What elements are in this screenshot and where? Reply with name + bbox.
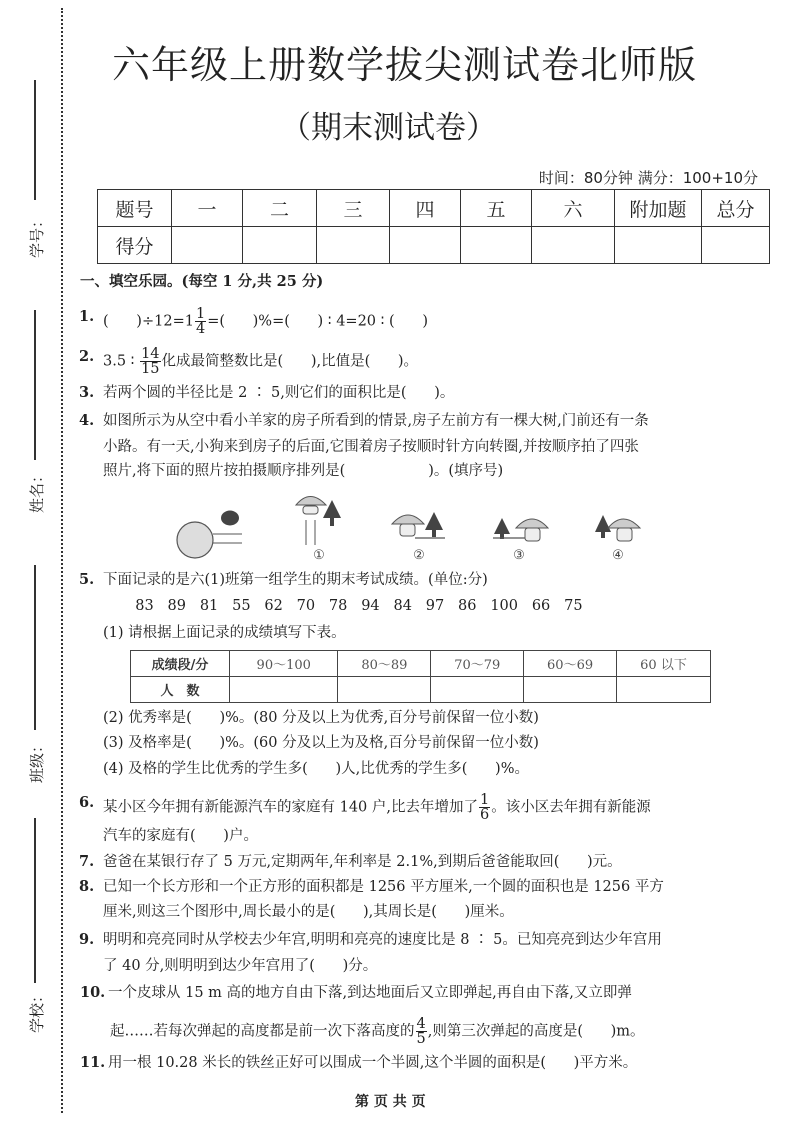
denominator: 15 [141,361,160,377]
question-text: (1) 请根据上面记录的成绩填写下表。 [103,625,346,641]
grade-count-cell[interactable] [431,677,524,703]
score-cell[interactable] [172,227,243,264]
score-header-cell: 二 [243,190,317,227]
score-cell[interactable] [532,227,615,264]
question-text: 了 40 分,则明明到达少年宫用了( )分。 [103,958,378,974]
score-cell[interactable] [243,227,317,264]
question-line [79,411,649,431]
score-row-label: 得分 [98,227,172,264]
score-header-cell: 一 [172,190,243,227]
page-subtitle: （期末测试卷） [280,110,497,146]
score-header-cell: 附加题 [615,190,702,227]
photo-4 [595,515,640,563]
question-text: 下面记录的是六(1)班第一组学生的期末考试成绩。(单位:分) [103,572,488,588]
field-line[interactable] [34,565,36,730]
grade-count-cell[interactable] [338,677,431,703]
numerator: 1 [195,306,206,322]
question-line [80,983,632,1003]
denominator: 6 [480,807,490,823]
score-cell[interactable] [702,227,770,264]
field-line[interactable] [34,818,36,983]
photo-label: ② [413,548,425,563]
question-text: 起……若每次弹起的高度都是前一次下落高度的 [110,1023,415,1040]
question-text: 83 89 81 55 62 70 78 94 84 97 86 100 66 75 [103,598,583,614]
question-line [103,902,514,922]
question-text: 厘米,则这三个图形中,周长最小的是( ),其周长是( )厘米。 [103,904,514,920]
question-text: 照片,将下面的照片按拍摄顺序排列是( )。(填序号) [103,463,504,479]
grade-count-cell[interactable] [617,677,711,703]
question-line [103,759,529,779]
grade-range-cell: 60 以下 [617,651,711,677]
score-table [97,189,770,264]
question-number: 6. [79,794,95,811]
field-line[interactable] [34,310,36,460]
grade-range-cell: 70～79 [431,651,524,677]
score-header-cell: 六 [532,190,615,227]
score-cell[interactable] [615,227,702,264]
question-text: 某小区今年拥有新能源汽车的家庭有 140 户,比去年增加了 [103,799,479,816]
question-text: (3) 及格率是( )%。(60 分及以上为及格,百分号前保留一位小数) [103,735,539,751]
question-text: 。该小区去年拥有新能源 [491,799,651,816]
question-line [79,346,419,377]
grade-range-cell: 90～100 [230,651,338,677]
question-text: 用一根 10.28 米长的铁丝正好可以围成一个半圆,这个半圆的面积是( )平方米。 [108,1055,638,1071]
question-number: 4. [79,412,95,429]
question-line [103,956,377,976]
grade-row-label: 人 数 [131,677,230,703]
fraction [416,1017,427,1046]
question-line [79,792,651,823]
score-header-cell: 三 [317,190,390,227]
question-number: 1. [79,308,95,325]
grade-range-cell: 60～69 [524,651,617,677]
top-view-figure [177,511,242,559]
question-line [110,1017,645,1046]
score-header-cell: 题号 [98,190,172,227]
question-text: ( )÷12=1 [103,313,194,330]
question-text: 已知一个长方形和一个正方形的面积都是 1256 平方厘米,一个圆的面积也是 1256 平方 [103,879,664,895]
question-line [103,733,539,753]
question-text: 化成最简整数比是( ),比值是( )。 [161,353,419,370]
score-header-cell: 总分 [702,190,770,227]
section-header: 一、填空乐园。(每空 1 分,共 25 分) [80,273,324,290]
binding-dotted-line [61,8,63,1113]
question-text: 小路。有一天,小狗来到房子的后面,它围着房子按顺时针方向转圈,并按顺序拍了四张 [103,439,639,455]
fraction [195,307,206,336]
page-footer: 第 页 共 页 [355,1094,426,1110]
question-number: 9. [79,931,95,948]
score-header-cell: 五 [461,190,532,227]
score-cell[interactable] [317,227,390,264]
question-text: =( )%=( ) ∶ 4=20 ∶ ( ) [207,313,428,330]
grade-header-label: 成绩段/分 [131,651,230,677]
photo-label: ① [313,548,325,563]
question-line [103,461,503,481]
question-line [103,826,258,846]
question-line [79,930,662,950]
field-line[interactable] [34,80,36,200]
question-line [103,437,639,457]
page-title: 六年级上册数学拔尖测试卷北师版 [112,43,698,87]
photo-label: ③ [513,548,525,563]
question-line [79,877,664,897]
question-text: 爸爸在某银行存了 5 万元,定期两年,年利率是 2.1%,到期后爸爸能取回( )元。 [103,854,622,870]
photo-2 [392,512,445,563]
question-line [79,383,455,403]
numerator: 1 [480,792,490,808]
question-4-figure [160,490,660,570]
question-line [103,708,539,728]
question-number: 8. [79,878,95,895]
photo-label: ④ [612,548,624,563]
score-cell[interactable] [390,227,461,264]
question-line [79,570,488,590]
question-text: 若两个圆的半径比是 2 ∶ 5,则它们的面积比是( )。 [103,385,455,401]
grade-count-cell[interactable] [230,677,338,703]
numerator: 4 [416,1016,426,1032]
question-line [103,623,346,643]
time-score-info: 时间：80分钟 满分：100+10分 [538,169,758,187]
question-text: ,则第三次弹起的高度是( )m。 [427,1023,645,1040]
photo-3 [493,518,548,563]
grade-table [130,650,711,703]
field-label: 姓名： [28,467,47,514]
grade-count-cell[interactable] [524,677,617,703]
fraction [140,347,160,376]
field-label: 学校： [28,987,47,1034]
field-label: 班级： [28,737,47,784]
question-text: 明明和亮亮同时从学校去少年宫,明明和亮亮的速度比是 8 ∶ 5。已知亮亮到达少年宫用 [103,932,662,948]
question-text: 一个皮球从 15 m 高的地方自由下落,到达地面后又立即弹起,再自由下落,又立即弹 [108,985,632,1001]
numerator: 14 [141,346,160,362]
fraction [479,793,490,822]
grade-range-cell: 80～89 [338,651,431,677]
question-text: 如图所示为从空中看小羊家的房子所看到的情景,房子左前方有一棵大树,门前还有一条 [103,413,649,429]
question-text: (4) 及格的学生比优秀的学生多( )人,比优秀的学生多( )%。 [103,761,529,777]
question-text: (2) 优秀率是( )%。(80 分及以上为优秀,百分号前保留一位小数) [103,710,539,726]
score-header-cell: 四 [390,190,461,227]
question-number: 10. [80,984,106,1001]
question-number: 7. [79,853,95,870]
denominator: 4 [195,321,206,337]
question-number: 5. [79,571,95,588]
question-line [80,1053,638,1073]
question-number: 2. [79,348,95,365]
question-line [79,306,428,337]
question-number: 11. [80,1054,106,1071]
question-number: 3. [79,384,95,401]
photo-1 [296,497,341,564]
denominator: 5 [416,1031,426,1047]
field-label: 学号： [28,212,47,259]
question-text: 3.5 ∶ [103,353,140,370]
score-cell[interactable] [461,227,532,264]
question-line [103,596,583,616]
question-line [79,852,622,872]
question-text: 汽车的家庭有( )户。 [103,828,258,844]
